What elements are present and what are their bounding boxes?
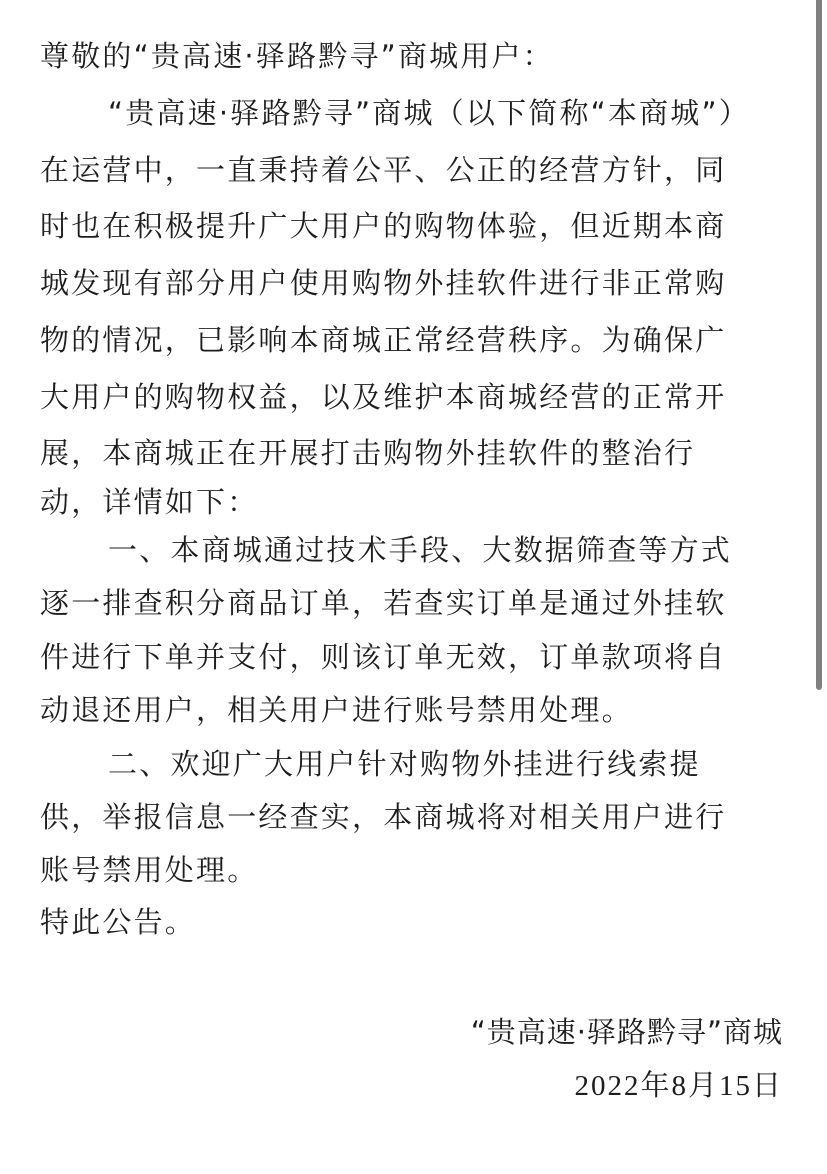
intro-line: 物的情况，已影响本商城正常经营秩序。为确保广	[40, 323, 727, 357]
intro-line: 大用户的购物权益，以及维护本商城经营的正常开	[40, 380, 727, 414]
intro-line: 展，本商城正在开展打击购物外挂软件的整治行	[40, 436, 696, 470]
item-two-line: 二、欢迎广大用户针对购物外挂进行线索提	[108, 747, 701, 781]
item-one-line: 动退还用户，相关用户进行账号禁用处理。	[40, 693, 633, 727]
item-one-line: 一、本商城通过技术手段、大数据筛查等方式	[108, 533, 733, 567]
intro-line: 动，详情如下：	[40, 485, 259, 519]
scrollbar[interactable]	[816, 0, 822, 690]
item-two-line: 供，举报信息一经查实，本商城将对相关用户进行	[40, 800, 727, 834]
item-one-line: 件进行下单并支付，则该订单无效，订单款项将自	[40, 640, 727, 674]
salutation: 尊敬的“贵高速·驿路黔寻”商城用户：	[40, 39, 554, 73]
signature: “贵高速·驿路黔寻”商城	[470, 1015, 783, 1049]
intro-line: “贵高速·驿路黔寻”商城（以下简称“本商城”）	[108, 96, 750, 130]
intro-line: 城发现有部分用户使用购物外挂软件进行非正常购	[40, 266, 727, 300]
notice-date: 2022年8月15日	[574, 1070, 783, 1102]
intro-line: 在运营中，一直秉持着公平、公正的经营方针，同	[40, 153, 727, 187]
item-one-line: 逐一排查积分商品订单，若查实订单是通过外挂软	[40, 586, 727, 620]
intro-line: 时也在积极提升广大用户的购物体验，但近期本商	[40, 209, 727, 243]
closing-text: 特此公告。	[40, 905, 197, 939]
item-two-line: 账号禁用处理。	[40, 853, 259, 887]
